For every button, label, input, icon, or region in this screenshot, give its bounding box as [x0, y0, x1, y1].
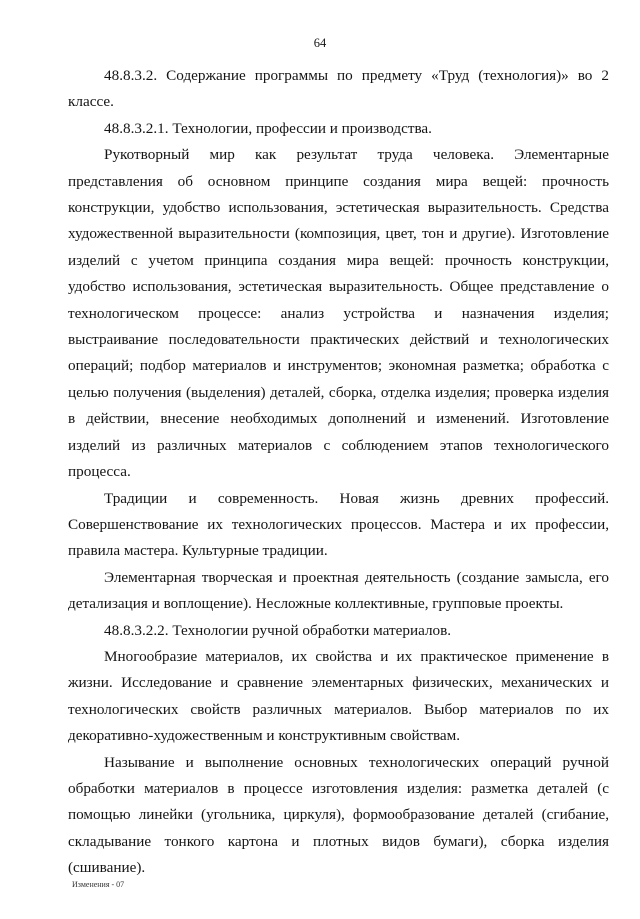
- page-number: 64: [313, 36, 327, 50]
- paragraph-materials-variety: Многообразие материалов, их свойства и их практическое применение в жизни. Исследование и сравнение элементарных физических, механических и технологических свойств различных материалов. Выбор материалов по их декоративно-художественным и конструктивным свойствам.: [68, 647, 609, 745]
- subsection-heading-48-8-3-2-2: 48.8.3.2.2. Технологии ручной обработки материалов.: [104, 621, 452, 639]
- footer-note: Изменения - 07: [72, 880, 125, 889]
- paragraph-traditions: Традиции и современность. Новая жизнь древних профессий. Совершенствование их технологических процессов. Мастера и их профессии, правила мастера. Культурные традиции.: [68, 489, 609, 560]
- subsection-heading-48-8-3-2-1: 48.8.3.2.1. Технологии, профессии и производства.: [104, 119, 432, 137]
- section-heading-48-8-3-2: 48.8.3.2. Содержание программы по предмету «Труд (технология)» во 2 классе.: [68, 67, 609, 111]
- paragraph-man-made-world: Рукотворный мир как результат труда человека. Элементарные представления об основном принципе создания мира вещей: прочность конструкции, удобство использования, эстетическая выразительность. Средства художественной выразительности (композиция, цвет, тон и другие). Изготовление изделий с учетом принципа создания мира вещей: прочность конструкции, удобство использования, эстетическая выразительность. Общее представление о технологическом процессе: анализ устройства и назначения изделия; выстраивание последовательности практических действий и технологических операций; подбор материалов и инструментов; экономная разметка; обработка с целью получения (выделения) деталей, сборка, отделка изделия; проверка изделия в действии, внесение необходимых дополнений и изменений. Изготовление изделий из различных материалов с соблюдением этапов технологического процесса.: [68, 146, 609, 481]
- paragraph-technological-operations: Называние и выполнение основных технологических операций ручной обработки материалов в процессе изготовления изделия: разметка деталей (с помощью линейки (угольника, циркуля), формообразование деталей (сгибание, складывание тонкого картона и плотных видов бумаги), сборка изделия (сшивание).: [68, 753, 609, 877]
- body-text: [68, 63, 609, 882]
- paragraph-creative-activity: Элементарная творческая и проектная деятельность (создание замысла, его детализация и воплощение). Несложные коллективные, групповые проекты.: [68, 568, 609, 613]
